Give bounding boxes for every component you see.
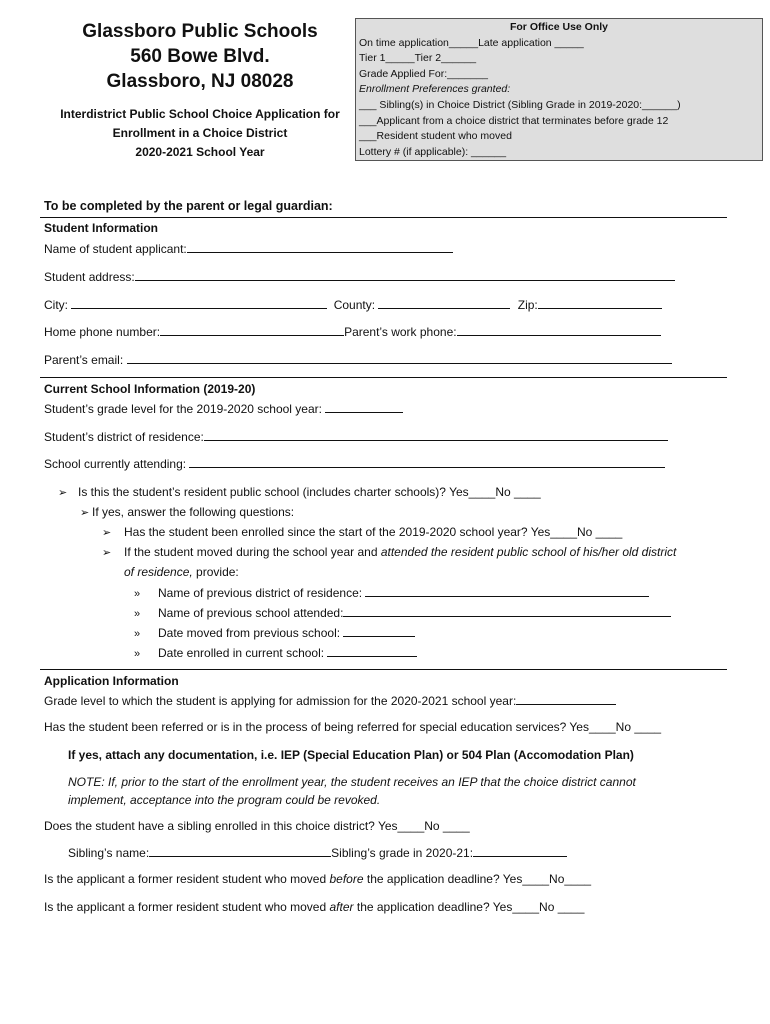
parent-email-row: [44, 352, 672, 367]
if-yes-text: If yes, answer the following questions:: [92, 505, 295, 519]
district-field[interactable]: [204, 429, 668, 441]
moved-text-continued: provide:: [192, 565, 239, 579]
resident-school-question: [58, 485, 541, 500]
office-line-timeliness: On time application_____Late application _____: [359, 36, 584, 49]
intro-heading: To be completed by the parent or legal guardian:: [44, 199, 333, 213]
office-use-title: For Office Use Only: [509, 21, 609, 33]
date-moved-label: Date moved from previous school:: [158, 626, 341, 640]
divider: [40, 377, 727, 378]
date-enrolled-label: Date enrolled in current school:: [158, 646, 325, 660]
raquo-bullet-icon: »: [134, 648, 141, 660]
moved-question-continued: [124, 565, 239, 579]
former-before-question: [44, 872, 591, 886]
prev-school-field[interactable]: [343, 605, 671, 617]
zip-field[interactable]: [538, 297, 662, 309]
arrow-bullet-icon: ➢: [102, 547, 112, 559]
student-address-field[interactable]: [135, 269, 675, 281]
district-row: [44, 429, 668, 444]
current-grade-row: [44, 401, 403, 416]
prev-district-label: Name of previous district of residence:: [158, 586, 363, 600]
form-title: [40, 105, 360, 162]
student-name-row: [44, 241, 453, 256]
grade-applying-row: [44, 693, 616, 708]
office-line-sibling: ___ Sibling(s) in Choice District (Sibling Grade in 2019-2020:______): [359, 98, 681, 111]
county-field[interactable]: [378, 297, 510, 309]
current-grade-field[interactable]: [325, 401, 403, 413]
student-info-heading: Student Information: [44, 221, 158, 235]
address-line: 560 Bowe Blvd.: [130, 46, 270, 67]
work-phone-label: Parent’s work phone:: [344, 325, 457, 339]
form-title-line-1: Interdistrict Public School Choice Application for: [60, 107, 340, 121]
sibling-row: [68, 845, 567, 860]
county-label: County:: [333, 298, 376, 312]
sibling-name-label: Sibling’s name:: [68, 846, 150, 860]
sibling-question: Does the student have a sibling enrolled in this choice district? Yes____No ____: [44, 819, 470, 833]
raquo-bullet-icon: »: [134, 588, 141, 600]
date-moved-field[interactable]: [343, 625, 415, 637]
former-after-emphasis: after: [329, 900, 354, 914]
prev-district-row: [134, 585, 649, 601]
raquo-bullet-icon: »: [134, 608, 141, 620]
sibling-name-field[interactable]: [149, 845, 331, 857]
arrow-bullet-icon: ➢: [58, 487, 68, 499]
divider: [40, 217, 727, 218]
city-field[interactable]: [71, 297, 327, 309]
org-name: Glassboro Public Schools: [82, 21, 318, 42]
sibling-grade-label: Sibling’s grade in 2020-21:: [331, 846, 474, 860]
current-school-heading: Current School Information (2019-20): [44, 382, 256, 396]
current-grade-label: Student’s grade level for the 2019-2020 school year:: [44, 402, 322, 416]
district-label: Student’s district of residence:: [44, 430, 204, 444]
date-moved-row: [134, 625, 415, 641]
school-label: School currently attending:: [44, 457, 187, 471]
sibling-grade-field[interactable]: [473, 845, 567, 857]
moved-question: [102, 545, 676, 560]
student-address-row: [44, 269, 675, 284]
work-phone-field[interactable]: [457, 324, 661, 336]
former-after-text-end: the application deadline? Yes____No ____: [356, 900, 585, 914]
raquo-bullet-icon: »: [134, 628, 141, 640]
enrolled-text: Has the student been enrolled since the start of the 2019-2020 school year? Yes____No ____: [124, 525, 623, 539]
office-line-lottery: Lottery # (if applicable): ______: [359, 145, 507, 158]
grade-applying-field[interactable]: [516, 693, 616, 705]
home-phone-label: Home phone number:: [44, 325, 161, 339]
prev-school-row: [134, 605, 671, 621]
phone-row: [44, 324, 661, 339]
city-label: City:: [44, 298, 68, 312]
divider: [40, 669, 727, 670]
student-name-field[interactable]: [187, 241, 453, 253]
student-name-label: Name of student applicant:: [44, 242, 187, 256]
grade-applying-label: Grade level to which the student is applying for admission for the 2020-2021 school year:: [44, 694, 517, 708]
moved-text: If the student moved during the school year and: [124, 545, 378, 559]
form-title-line-2: Enrollment in a Choice District: [112, 126, 288, 140]
former-after-text: Is the applicant a former resident student who moved: [44, 900, 327, 914]
iep-note-line-1: NOTE: If, prior to the start of the enrollment year, the student receives an IEP that the choice district cannot: [68, 775, 636, 789]
date-enrolled-field[interactable]: [327, 645, 417, 657]
date-enrolled-row: [134, 645, 417, 661]
city-line: Glassboro, NJ 08028: [106, 71, 294, 92]
former-before-text: Is the applicant a former resident student who moved: [44, 872, 327, 886]
resident-school-text: Is this the student’s resident public school (includes charter schools)? Yes____No ____: [78, 485, 541, 499]
office-line-grade: Grade Applied For:_______: [359, 67, 489, 80]
enrolled-question: [102, 525, 622, 540]
former-before-text-end: the application deadline? Yes____No____: [366, 872, 592, 886]
arrow-bullet-icon: ➢: [102, 527, 112, 539]
office-use-box: [355, 18, 763, 161]
moved-text-emphasis: attended the resident public school of his/her old district: [380, 545, 677, 559]
special-ed-question: Has the student been referred or is in the process of being referred for special education services? Yes____No ____: [44, 720, 662, 734]
city-county-zip-row: [44, 297, 662, 312]
office-line-preferences: Enrollment Preferences granted:: [359, 83, 511, 96]
zip-label: Zip:: [517, 298, 538, 312]
iep-note-line-2: implement, acceptance into the program could be revoked.: [68, 793, 381, 807]
school-row: [44, 456, 665, 471]
if-yes-instruction: [80, 505, 294, 520]
form-year: 2020-2021 School Year: [135, 145, 265, 159]
office-line-tier: Tier 1_____Tier 2______: [359, 52, 477, 65]
parent-email-field[interactable]: [127, 352, 672, 364]
student-address-label: Student address:: [44, 270, 135, 284]
home-phone-field[interactable]: [160, 324, 344, 336]
application-heading: Application Information: [44, 674, 179, 688]
moved-text-continued-emphasis: of residence,: [124, 565, 193, 579]
arrow-bullet-icon: ➢: [80, 507, 90, 519]
prev-district-field[interactable]: [365, 585, 649, 597]
school-header: [40, 19, 360, 94]
office-line-resident-moved: ___Resident student who moved: [359, 130, 512, 143]
school-field[interactable]: [189, 456, 665, 468]
prev-school-label: Name of previous school attended:: [158, 606, 344, 620]
attach-documentation-note: If yes, attach any documentation, i.e. IEP (Special Education Plan) or 504 Plan (Accomodation Plan): [68, 748, 634, 762]
parent-email-label: Parent’s email:: [44, 353, 124, 367]
office-line-choice-district: ___Applicant from a choice district that terminates before grade 12: [359, 114, 669, 127]
former-after-question: [44, 900, 584, 914]
former-before-emphasis: before: [329, 872, 364, 886]
